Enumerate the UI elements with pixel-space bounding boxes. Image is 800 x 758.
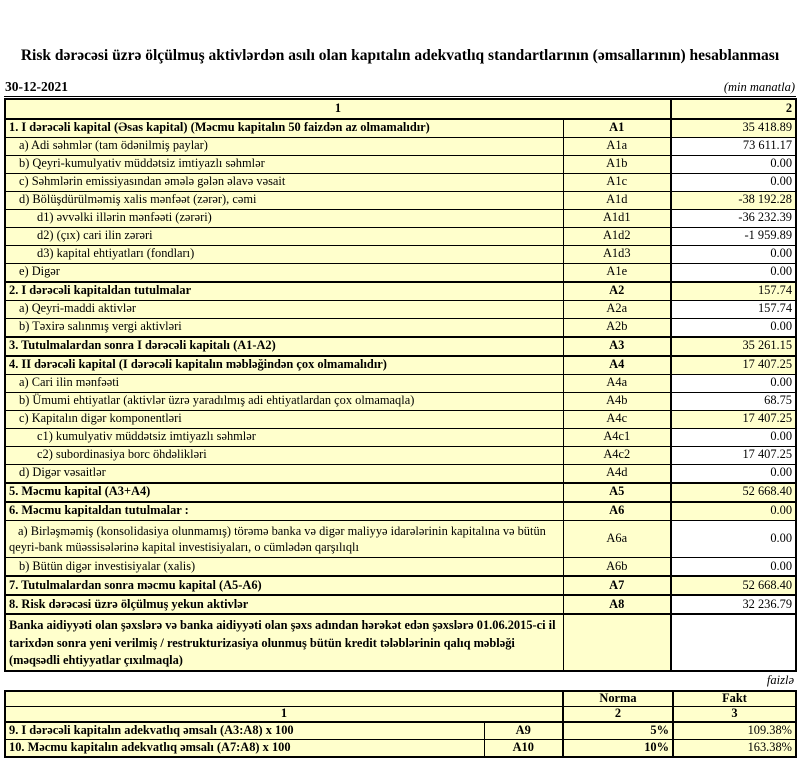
row-value [671,614,796,671]
table-row [5,173,796,191]
row-code: A2a [563,300,671,318]
ratio-header-norma: Norma [563,691,673,707]
row-code: A4 [563,356,671,375]
ratio-header-col-3: 3 [673,707,796,723]
table-row [5,191,796,209]
table-row [5,446,796,464]
row-label: d3) kapital ehtiyatları (fondları) [5,245,563,263]
ratio-table [4,690,797,758]
row-label: d1) əvvəlki illərin mənfəəti (zərəri) [5,209,563,227]
row-value: -1 959.89 [671,227,796,245]
row-value: 35 418.89 [671,119,796,138]
table-row [5,155,796,173]
row-label: a) Adi səhmlər (tam ödənilmiş paylar) [5,137,563,155]
row-code: A1a [563,137,671,155]
row-label: 5. Məcmu kapital (A3+A4) [5,483,563,502]
row-label: a) Qeyri-maddi aktivlər [5,300,563,318]
row-code: A1c [563,173,671,191]
row-value: 0.00 [671,464,796,483]
row-code: A1 [563,119,671,138]
table-row [5,263,796,282]
row-value: 157.74 [671,282,796,301]
row-label: c) Səhmlərin emissiyasından əmələ gələn əlavə vəsait [5,173,563,191]
row-code: A2 [563,282,671,301]
ratio-label: 10. Məcmu kapitalın adekvatlıq əmsalı (A7:A8) x 100 [5,740,484,758]
table-row [5,137,796,155]
row-value: 0.00 [671,245,796,263]
table-row [5,576,796,595]
ratio-code: A10 [484,740,563,758]
row-label: 3. Tutulmalardan sonra I dərəcəli kapitalı (A1-A2) [5,337,563,356]
ratio-row [5,740,796,758]
row-code: A4c [563,410,671,428]
table-row [5,392,796,410]
row-value: 157.74 [671,300,796,318]
row-value: 73 611.17 [671,137,796,155]
table-row [5,374,796,392]
ratio-header-fakt: Fakt [673,691,796,707]
row-code: A1d3 [563,245,671,263]
row-value: 0.00 [671,374,796,392]
capital-adequacy-table [4,98,797,672]
row-code: A6b [563,558,671,577]
report-date: 30-12-2021 [5,78,68,94]
report-title: Risk dərəcəsi üzrə ölçülmuş aktivlərdən asılı olan kapıtalın adekvatlıq standartlarının (əmsallarının) hesablanması [20,47,780,64]
row-value: 68.75 [671,392,796,410]
row-code: A7 [563,576,671,595]
row-label: d) Digər vəsaitlər [5,464,563,483]
row-code: A3 [563,337,671,356]
table-row [5,318,796,337]
ratio-header-row-2 [5,707,796,723]
table-row [5,464,796,483]
main-header-col-2: 2 [671,99,796,119]
row-value: 17 407.25 [671,446,796,464]
row-code: A6 [563,502,671,521]
table-row [5,356,796,375]
main-header-col-1: 1 [5,99,671,119]
table-row [5,337,796,356]
row-label: a) Birləşməmiş (konsolidasiya olunmamış) törəmə banka və digər maliyyə idarələrinin kapitalına və bütün qeyri-bank müəssisələrinə kapital investisiyaları, o cümlədən qarşılıqlı [5,520,563,557]
ratio-fakt-value: 163.38% [673,740,796,758]
row-value: 0.00 [671,173,796,191]
row-value: 0.00 [671,520,796,557]
table-row [5,410,796,428]
row-value: 0.00 [671,263,796,282]
row-label: d) Bölüşdürülməmiş xalis mənfəət (zərər), cəmi [5,191,563,209]
row-code: A1e [563,263,671,282]
row-value: 0.00 [671,502,796,521]
row-code: A1d2 [563,227,671,245]
table-row [5,428,796,446]
table-row [5,558,796,577]
ratio-code: A9 [484,722,563,740]
row-code: A1d1 [563,209,671,227]
table-row [5,614,796,671]
unit-note: (min manatla) [723,79,795,94]
row-code: A5 [563,483,671,502]
row-label: 1. I dərəcəli kapital (Əsas kapital) (Məcmu kapitalın 50 faizdən az olmamalıdır) [5,119,563,138]
row-label: c) Kapitalın digər komponentləri [5,410,563,428]
meta-row [4,79,796,97]
row-label: 4. II dərəcəli kapital (I dərəcəli kapitalın məbləğindən çox olmamalıdır) [5,356,563,375]
ratio-norma-value: 5% [563,722,673,740]
row-value: -38 192.28 [671,191,796,209]
ratio-fakt-value: 109.38% [673,722,796,740]
ratio-label: 9. I dərəcəli kapitalın adekvatlıq əmsalı (A3:A8) x 100 [5,722,484,740]
main-table-header-row [5,99,796,119]
ratio-row [5,722,796,740]
row-code: A4d [563,464,671,483]
row-value: 0.00 [671,155,796,173]
row-label: b) Təxirə salınmış vergi aktivləri [5,318,563,337]
row-code: A2b [563,318,671,337]
ratio-header-row-1 [5,691,796,707]
row-value: 0.00 [671,318,796,337]
table-row [5,595,796,614]
table-row [5,502,796,521]
row-code: A4c2 [563,446,671,464]
row-value: 32 236.79 [671,595,796,614]
row-code: A1d [563,191,671,209]
row-code: A4a [563,374,671,392]
row-label: a) Cari ilin mənfəəti [5,374,563,392]
row-label: b) Bütün digər investisiyalar (xalis) [5,558,563,577]
row-value: 17 407.25 [671,356,796,375]
row-value: 52 668.40 [671,576,796,595]
row-code: A8 [563,595,671,614]
row-label: b) Qeyri-kumulyativ müddətsiz imtiyazlı səhmlər [5,155,563,173]
row-label: 2. I dərəcəli kapitaldan tutulmalar [5,282,563,301]
row-value: -36 232.39 [671,209,796,227]
row-label: c2) subordinasiya borc öhdəlikləri [5,446,563,464]
row-code: A4b [563,392,671,410]
row-label: 8. Risk dərəcəsi üzrə ölçülmuş yekun aktivlər [5,595,563,614]
table-row [5,209,796,227]
table-row [5,483,796,502]
row-label: e) Digər [5,263,563,282]
table-row [5,119,796,138]
table-row [5,282,796,301]
row-value: 0.00 [671,428,796,446]
row-value: 17 407.25 [671,410,796,428]
row-code: A6a [563,520,671,557]
row-value: 0.00 [671,558,796,577]
row-code: A4c1 [563,428,671,446]
row-label: Banka aidiyyəti olan şəxslərə və banka aidiyyəti olan şəxs adından hərəkət edən şəxslərə 01.06.2015-ci il tarixdən sonra yeni verilmiş / restrukturizasiya olunmuş bütün kredit tələblərinin qalıq məbləği (məqsədli ehtiyyatlar çıxılmaqla) [5,614,563,671]
row-code: A1b [563,155,671,173]
row-value: 35 261.15 [671,337,796,356]
row-label: 7. Tutulmalardan sonra məcmu kapital (A5-A6) [5,576,563,595]
row-label: 6. Məcmu kapitaldan tutulmalar : [5,502,563,521]
ratio-header-col-1: 1 [5,707,563,723]
table-row [5,245,796,263]
row-label: b) Ümumi ehtiyatlar (aktivlər üzrə yaradılmış adi ehtiyatlardan çox olmamaqla) [5,392,563,410]
row-code [563,614,671,671]
table-row [5,300,796,318]
row-label: c1) kumulyativ müddətsiz imtiyazlı səhmlər [5,428,563,446]
table-row [5,227,796,245]
ratio-header-empty [5,691,563,707]
table-row [5,520,796,557]
row-value: 52 668.40 [671,483,796,502]
ratio-norma-value: 10% [563,740,673,758]
ratio-header-col-2: 2 [563,707,673,723]
percent-note: faizlə [766,673,794,688]
row-label: d2) (çıx) cari ilin zərəri [5,227,563,245]
